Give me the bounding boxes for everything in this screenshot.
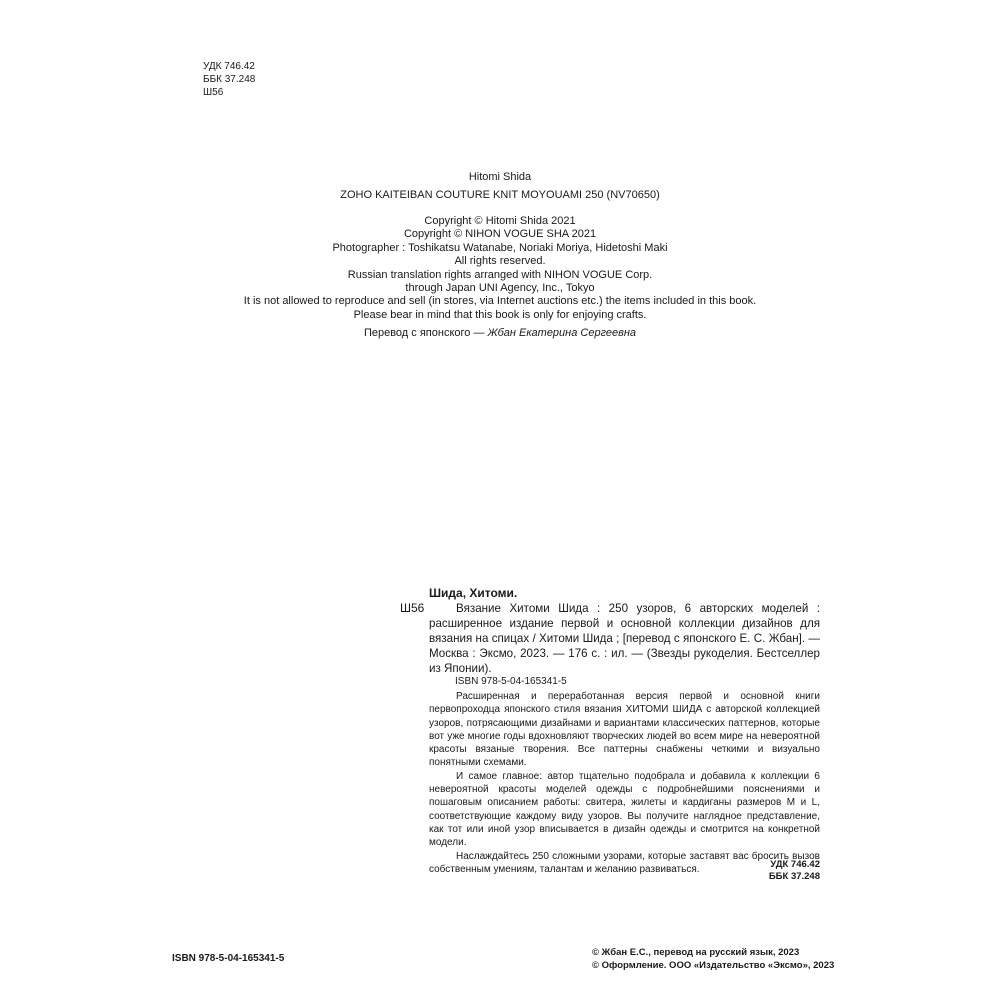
annotation-paragraph: И самое главное: автор тщательно подобрала и добавила к коллекции 6 невероятной красоты моделей одежды с подробнейшими пояснениями и пошаговым описанием работы: свитера, жилеты и кардиганы размеров M и L, соответствующие каждому виду узоров. Вы получите наглядное представление, как тот или иной узор вписывается в дизайн одежды и смотрится на конкретной модели. [429, 770, 820, 849]
original-title: ZOHO KAITEIBAN COUTURE KNIT MOYOUAMI 250 (NV70650) [340, 189, 660, 201]
author-code: Ш56 [203, 87, 224, 98]
translator-label: Перевод с японского — [363, 327, 488, 339]
rights-block [0, 215, 1000, 322]
rights-line: through Japan UNI Agency, Inc., Tokyo [405, 282, 595, 295]
catalog-card-body: Вязание Хитоми Шида : 250 узоров, 6 авторских моделей : расширенное издание первой и основной коллекции дизайнов для вязания на спицах / Хитоми Шида ; [перевод с японского Е. С. Жбан]. — Москва : Эксмо, 2023. — 176 с. : ил. — (Звезды рукоделия. Бестселлер из Японии). [429, 602, 820, 675]
annotation [429, 690, 820, 876]
copyright-design: © Оформление. ООО «Издательство «Эксмо», 2023 [592, 959, 835, 971]
rights-line: All rights reserved. [454, 255, 546, 268]
udk-code: УДК 746.42 [203, 61, 255, 72]
footer-isbn: ISBN 978-5-04-165341-5 [172, 953, 285, 964]
annotation-paragraph: Наслаждайтесь 250 сложными узорами, которые заставят вас бросить вызов собственным умениям, талантам и желанию развиваться. [429, 850, 820, 875]
annotation-paragraph: Расширенная и переработанная версия первой и основной книги первопроходца японского стиля вязания ХИТОМИ ШИДА с авторской коллекцией узоров, потрясающими дизайнами и вариантами классических паттернов, которые вот уже многие годы вдохновляют творческих людей во всем мире на невероятной красоты вязаные творения. Все паттерны снабжены четкими и визуально понятными схемами. [429, 691, 820, 769]
translator-name: Жбан Екатерина Сергеевна [487, 327, 637, 339]
bottom-classification [720, 859, 820, 883]
top-classification [203, 60, 255, 99]
rights-line: Copyright © Hitomi Shida 2021 [424, 215, 576, 227]
rights-line: Photographer : Toshikatsu Watanabe, Noriaki Moriya, Hidetoshi Maki [332, 241, 668, 254]
bbk-code: ББК 37.248 [203, 74, 256, 85]
catalog-card-author: Шида, Хитоми. [429, 586, 518, 600]
footer-copyright [592, 947, 834, 972]
rights-line: Copyright © NIHON VOGUE SHA 2021 [403, 228, 597, 241]
rights-line: It is not allowed to reproduce and sell (in stores, via Internet auctions etc.) the items included in this book. [243, 295, 757, 308]
rights-line: Please bear in mind that this book is only for enjoying crafts. [353, 308, 647, 321]
udk-code: УДК 746.42 [770, 859, 820, 870]
original-author: Hitomi Shida [468, 171, 532, 183]
catalog-card-isbn: ISBN 978-5-04-165341-5 [455, 676, 567, 687]
translator-line [0, 327, 1000, 340]
rights-line: Russian translation rights arranged with NIHON VOGUE Corp. [347, 268, 653, 281]
copyright-translation: © Жбан Е.С., перевод на русский язык, 2023 [592, 947, 800, 958]
bbk-code: ББК 37.248 [768, 871, 820, 882]
catalog-card-code: Ш56 [400, 601, 425, 615]
